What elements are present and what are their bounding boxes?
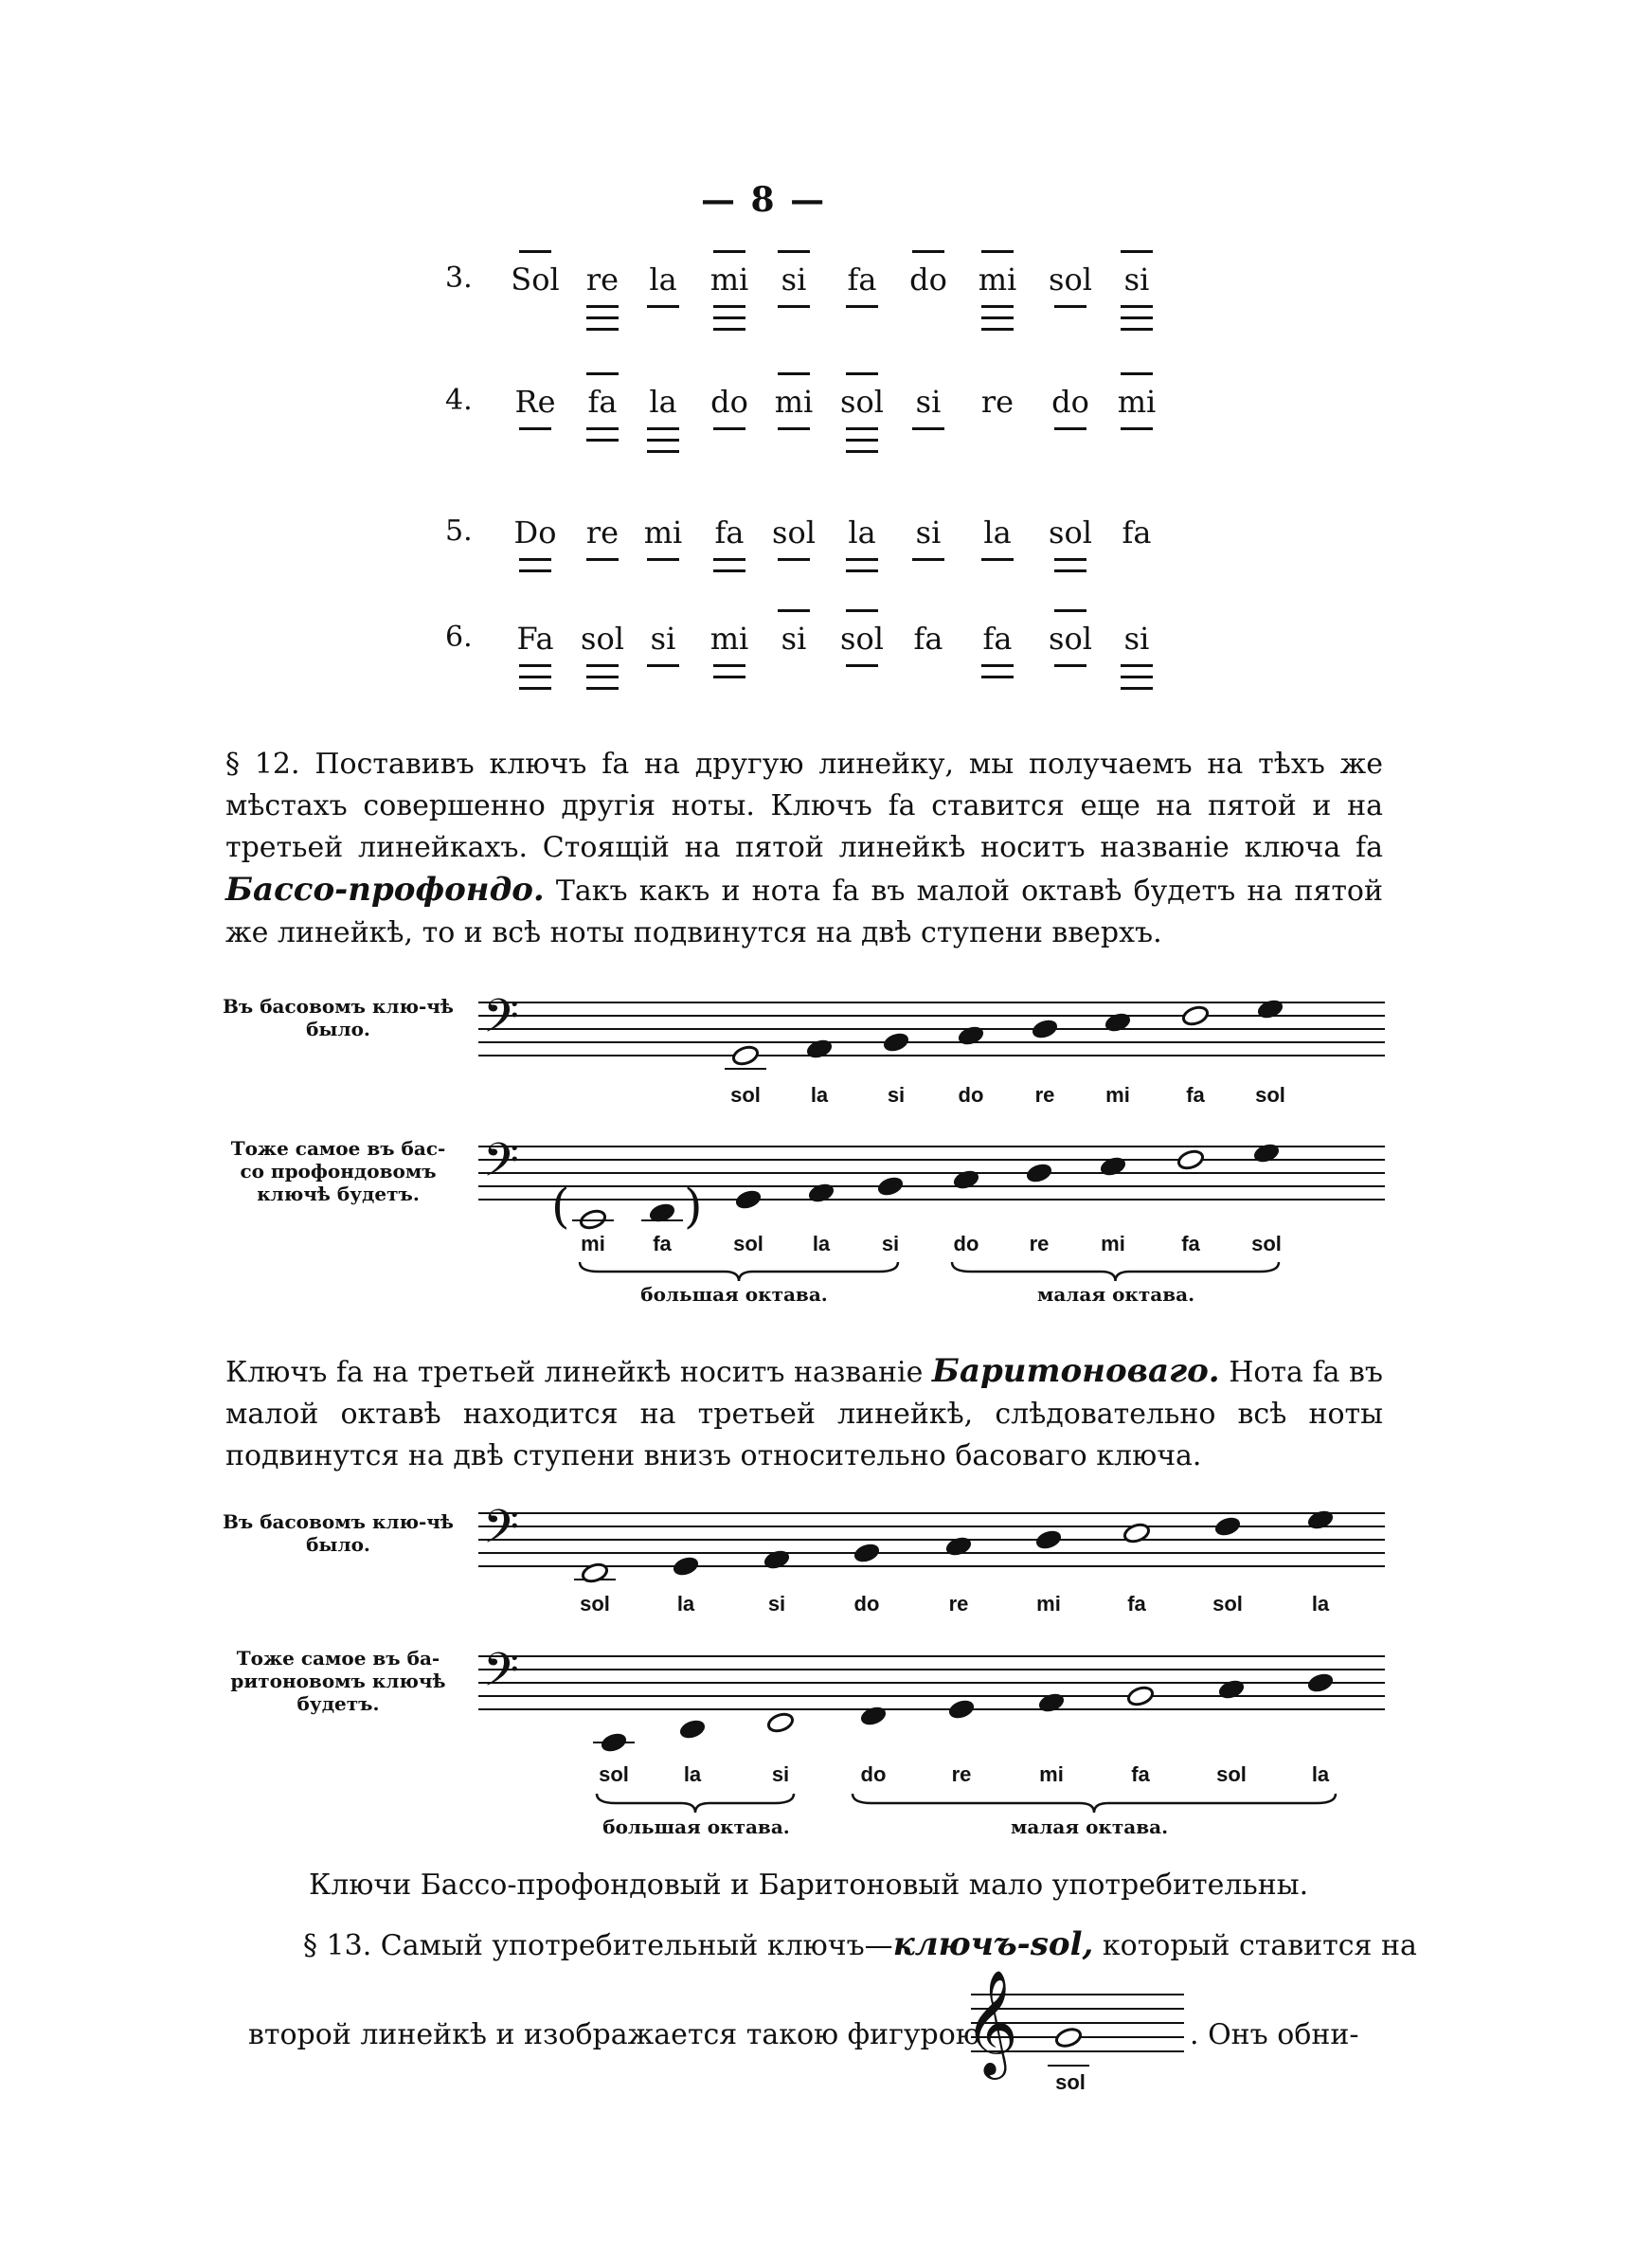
exercise-number: 6. [445, 621, 473, 654]
filled-note [1252, 1142, 1281, 1165]
filled-note [1037, 1691, 1066, 1714]
brace-big-octave-1 [580, 1262, 898, 1281]
note-name-label: la [676, 1592, 695, 1616]
inline-note-label: sol [1055, 2070, 1086, 2094]
paragraph-13-line2-b: . Онъ обни- [1190, 2018, 1359, 2051]
solfege-syllable: si [1123, 262, 1150, 298]
filled-note [1034, 1528, 1063, 1551]
solfege-syllable: la [848, 515, 876, 551]
solfege-syllable: sol [840, 384, 884, 420]
solfege-syllable: fa [982, 621, 1013, 657]
note-name-label: sol [599, 1762, 629, 1786]
paragraph-baritone-text-a: Ключъ fa на третьей линейкѣ носитъ названіе [225, 1356, 932, 1389]
note-name-label: mi [1101, 1232, 1125, 1255]
note-name-label: si [881, 1232, 900, 1255]
solfege-syllable: Re [514, 384, 556, 420]
note-name-label: mi [1105, 1083, 1130, 1107]
bass-clef-icon: 𝄢 [483, 1132, 519, 1199]
solfege-syllable: sol [581, 621, 624, 657]
solfege-syllable: re [585, 262, 620, 298]
solfege-syllable: do [1051, 384, 1089, 420]
solfege-syllable: si [1123, 621, 1150, 657]
note-name-label: re [951, 1762, 972, 1786]
solfege-syllable: re [980, 384, 1015, 420]
example2-label-bottom: Тоже самое въ ба-ритоновомъ ключѣ будетъ. [230, 1647, 446, 1715]
paragraph-baritone [225, 1350, 1383, 1477]
filled-note [944, 1535, 973, 1558]
octave-small-label-1: малая октава. [1036, 1283, 1195, 1306]
solfege-syllable: fa [714, 515, 745, 551]
note-name-label: mi [1039, 1762, 1064, 1786]
solfege-syllable: mi [774, 384, 814, 420]
treble-clef-icon: 𝄞 [964, 1969, 1018, 2075]
note-name-label: mi [581, 1232, 605, 1255]
filled-note [1213, 1515, 1242, 1538]
note-name-label: sol [730, 1083, 761, 1107]
note-name-label: sol [733, 1232, 763, 1255]
note-name-label: sol [1212, 1592, 1243, 1616]
solfege-syllable: Fa [516, 621, 554, 657]
page-number: — 8 — [701, 180, 827, 220]
open-note [1126, 1685, 1155, 1707]
bass-clef-icon: 𝄢 [483, 1499, 519, 1565]
note-name-label: la [683, 1762, 702, 1786]
note-name-label: do [953, 1232, 979, 1255]
filled-note [957, 1024, 985, 1047]
note-name-label: re [1034, 1083, 1055, 1107]
solfege-syllable: la [983, 515, 1012, 551]
filled-note [1217, 1678, 1246, 1701]
filled-note [1099, 1155, 1127, 1178]
note-name-label: sol [1216, 1762, 1247, 1786]
filled-note [947, 1698, 976, 1721]
filled-note [1306, 1508, 1335, 1531]
bass-clef-icon: 𝄢 [483, 1642, 519, 1708]
note-name-label: sol [1251, 1232, 1282, 1255]
note-name-label: mi [1036, 1592, 1061, 1616]
solfege-syllable: do [909, 262, 947, 298]
baritone-term: Баритоноваго. [931, 1352, 1220, 1390]
brace-big-octave-2 [597, 1794, 794, 1813]
exercise-number: 5. [445, 515, 473, 548]
paragraph-12-text-a: § 12. Поставивъ ключъ fa на другую линейку, мы получаемъ на тѣхъ же мѣстахъ совершенно другія ноты. Ключъ fa ставится еще на пятой и на третьей линейкахъ. Стоящій на пятой линейкѣ носитъ названіе ключа fa [225, 748, 1383, 864]
paragraph-12-text-b: Такъ какъ и нота fa въ малой октавѣ будетъ на пятой же линейкѣ, то и всѣ ноты подвинутся на двѣ ступени вверхъ. [225, 875, 1383, 949]
octave-small-label-2: малая октава. [1010, 1815, 1169, 1838]
solfege-syllable: si [781, 262, 807, 298]
filled-note [600, 1731, 628, 1754]
filled-note [763, 1548, 791, 1571]
paren-open: ( [551, 1179, 570, 1234]
note-name-label: do [958, 1083, 984, 1107]
solfege-syllable: mi [978, 262, 1017, 298]
filled-note [876, 1175, 905, 1198]
filled-note [859, 1705, 888, 1727]
note-name-label: fa [1127, 1592, 1146, 1616]
note-name-label: sol [1255, 1083, 1285, 1107]
open-note [1054, 2027, 1083, 2049]
note-name-label: fa [653, 1232, 672, 1255]
brace-small-octave-1 [952, 1262, 1279, 1281]
example1-label-top: Въ басовомъ клю-чѣ было. [223, 995, 454, 1040]
note-name-label: fa [1131, 1762, 1150, 1786]
open-note [581, 1562, 609, 1584]
note-name-label: re [948, 1592, 969, 1616]
paren-close: ) [684, 1179, 703, 1234]
filled-note [1306, 1671, 1335, 1694]
solfege-syllable: si [781, 621, 807, 657]
filled-note [882, 1031, 910, 1054]
example1-label-bottom: Тоже самое въ бас-со профондовомъ ключѣ будетъ. [230, 1137, 446, 1205]
solfege-syllable: la [649, 384, 677, 420]
filled-note [734, 1188, 763, 1211]
solfege-syllable: sol [1049, 515, 1092, 551]
solfege-syllable: mi [709, 621, 749, 657]
brace-small-octave-2 [853, 1794, 1336, 1813]
paragraph-13-line2-a: второй линейкѣ и изображается такою фигурою [248, 2018, 980, 2051]
exercise-number: 3. [445, 262, 473, 295]
note-name-label: la [1311, 1762, 1330, 1786]
note-name-label: do [853, 1592, 880, 1616]
filled-note [1025, 1162, 1053, 1184]
note-name-label: si [771, 1762, 790, 1786]
solfege-syllable: si [650, 621, 676, 657]
solfege-syllable: Sol [511, 262, 560, 298]
solfege-syllable: la [649, 262, 677, 298]
solfege-syllable: fa [847, 262, 877, 298]
solfege-syllable: fa [913, 621, 943, 657]
octave-big-label-1: большая октава. [640, 1283, 828, 1306]
solfege-syllable: si [915, 515, 942, 551]
filled-note [672, 1555, 700, 1578]
note-name-label: si [887, 1083, 906, 1107]
paragraph-baritone-text-b: Нота fa въ малой октавѣ находится на третьей линейкѣ, слѣдовательно всѣ ноты подвинутся на двѣ ступени внизъ относительно басоваго ключа. [225, 1356, 1383, 1472]
note-name-label: do [860, 1762, 887, 1786]
solfege-syllable: do [710, 384, 748, 420]
filled-note [1256, 998, 1284, 1020]
example2-label-top: Въ басовомъ клю-чѣ было. [223, 1510, 454, 1556]
solfege-syllable: fa [1122, 515, 1152, 551]
solfege-syllable: re [585, 515, 620, 551]
open-note [766, 1711, 795, 1734]
solfege-syllable: sol [1049, 621, 1092, 657]
solfege-syllable: sol [840, 621, 884, 657]
filled-note [807, 1182, 835, 1204]
solfege-syllable: mi [709, 262, 749, 298]
paragraph-13-line1 [303, 1925, 1417, 1963]
solfege-syllable: mi [1117, 384, 1157, 420]
note-name-label: la [812, 1232, 831, 1255]
paragraph-13-text-a: § 13. Самый употребительный ключъ— [303, 1929, 893, 1962]
bass-clef-icon: 𝄢 [483, 988, 519, 1055]
note-name-label: fa [1186, 1083, 1205, 1107]
filled-note [853, 1542, 881, 1564]
filled-note [678, 1718, 707, 1741]
filled-note [1104, 1011, 1132, 1034]
note-name-label: la [1311, 1592, 1330, 1616]
open-note [1181, 1004, 1210, 1027]
basso-profondo-term: Бассо-профондо. [225, 871, 545, 909]
exercise-number: 4. [445, 384, 473, 417]
note-name-label: la [810, 1083, 829, 1107]
solfege-syllable: si [915, 384, 942, 420]
solfege-syllable: sol [772, 515, 816, 551]
filled-note [1031, 1018, 1059, 1040]
note-name-label: si [767, 1592, 786, 1616]
solfege-syllable: sol [1049, 262, 1092, 298]
filled-note [805, 1038, 834, 1060]
rare-clefs-sentence: Ключи Бассо-профондовый и Баритоновый мало употребительны. [309, 1869, 1309, 1902]
octave-big-label-2: большая октава. [602, 1815, 790, 1838]
open-note [731, 1044, 760, 1067]
filled-note [952, 1168, 980, 1191]
open-note [1176, 1148, 1205, 1171]
solfege-syllable: fa [587, 384, 618, 420]
open-note [1122, 1522, 1151, 1544]
solfege-syllable: mi [643, 515, 683, 551]
note-name-label: fa [1181, 1232, 1200, 1255]
note-name-label: sol [580, 1592, 610, 1616]
solfege-syllable: Do [513, 515, 557, 551]
g-clef-term: ключъ-sol, [892, 1925, 1094, 1963]
note-name-label: re [1029, 1232, 1050, 1255]
paragraph-13-text-b: который ставится на [1093, 1929, 1417, 1962]
